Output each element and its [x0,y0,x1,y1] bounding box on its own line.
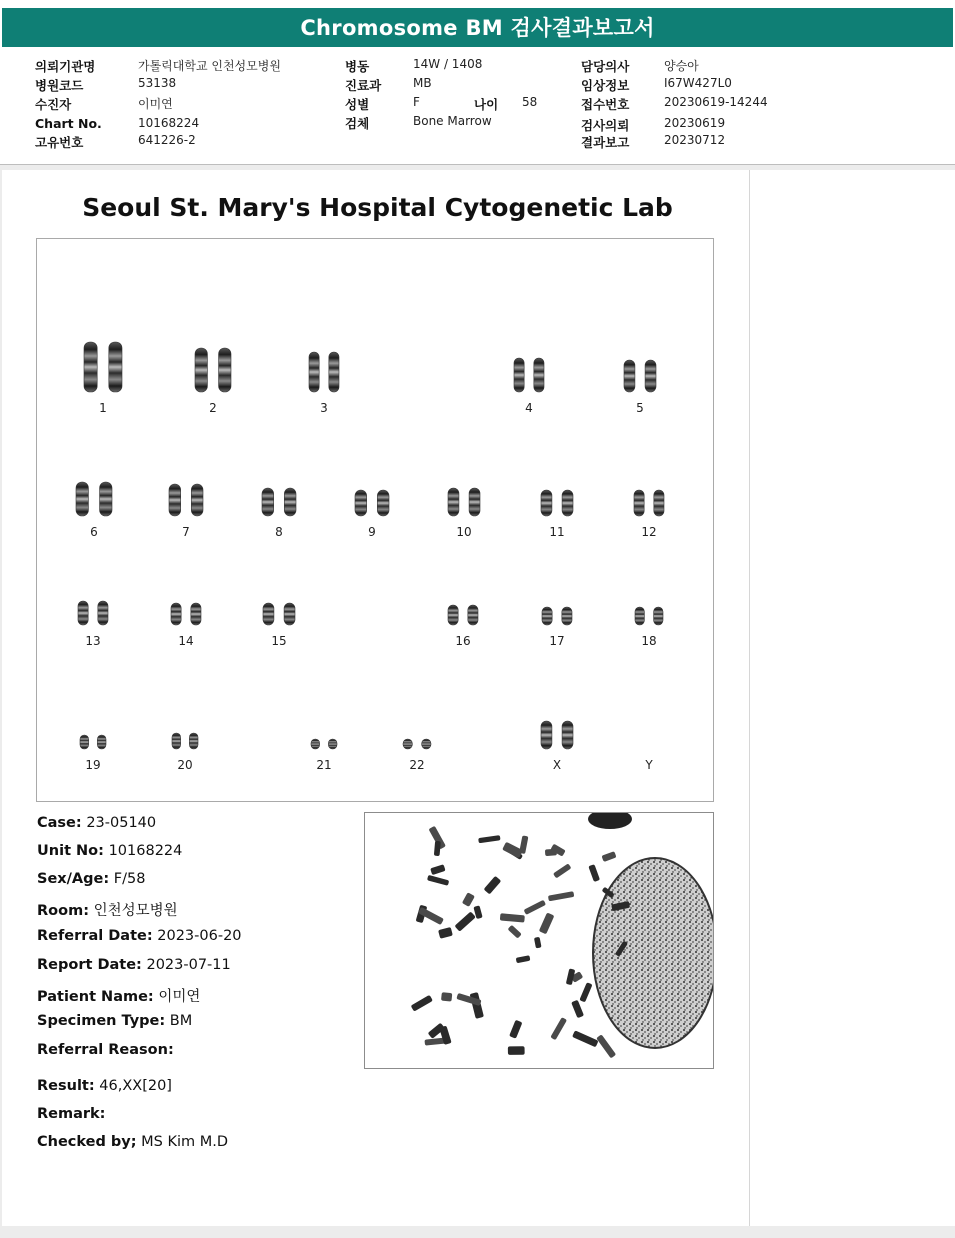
chromosome-pair-8 [261,487,297,517]
metaphase-chromosome [579,982,592,1002]
checked-by-field: Checked by; MS Kim M.D [37,1134,229,1150]
info-label-department: 진료과 [345,78,382,93]
info-label-sex: 성별 [345,97,370,112]
report-date-field: Report Date: 2023-07-11 [37,957,231,973]
header-divider [0,164,955,165]
metaphase-chromosome [539,912,555,934]
info-label-patient: 수진자 [35,97,72,112]
chromosome-label-12: 12 [641,525,657,539]
lab-title: Seoul St. Mary's Hospital Cytogenetic Lab [82,193,673,222]
patient-name-field: Patient Name: 이미연 [37,989,201,1005]
metaphase-chromosome [596,1034,616,1058]
chromosome-pair-19 [79,734,107,750]
metaphase-chromosome [516,955,531,963]
cell-debris [588,813,632,829]
chromosome-pair-10 [447,487,481,517]
info-value-doctor: 양승아 [664,59,699,73]
metaphase-chromosome [411,995,433,1012]
chromosome-label-22: 22 [409,758,425,772]
chromosome-label-3: 3 [320,401,328,415]
chromosome-pair-1 [83,341,123,393]
metaphase-chromosome [441,992,452,1001]
chromosome-pair-X [540,720,574,750]
metaphase-chromosome [502,842,523,859]
info-label-request-date: 검사의뢰 [581,118,630,133]
info-label-age: 나이 [474,97,499,112]
remark-field: Remark: [37,1106,106,1122]
room-field: Room: 인천성모병원 [37,903,178,919]
metaphase-chromosome [545,849,557,856]
metaphase-chromosome [430,864,445,875]
info-value-sex: F [413,95,420,109]
info-value-ward: 14W / 1408 [413,57,483,71]
chromosome-pair-6 [75,481,113,517]
info-value-clinical-info: I67W427L0 [664,76,732,90]
metaphase-chromosome [478,835,500,843]
case-field: Case: 23-05140 [37,815,157,831]
chromosome-pair-15 [262,602,296,626]
metaphase-chromosome [438,927,453,939]
chromosome-label-17: 17 [549,634,565,648]
chromosome-pair-5 [623,359,657,393]
chromosome-pair-2 [194,347,232,393]
info-value-request-date: 20230619 [664,116,726,130]
chromosome-label-2: 2 [209,401,217,415]
info-label-accession-no: 접수번호 [581,97,630,112]
chromosome-label-16: 16 [455,634,471,648]
chromosome-label-13: 13 [85,634,101,648]
metaphase-chromosome [588,864,600,882]
info-label-clinical-info: 임상정보 [581,78,630,93]
chromosome-pair-11 [540,489,574,517]
sex-age-field: Sex/Age: F/58 [37,871,146,887]
info-value-patient: 이미연 [138,97,173,111]
chromosome-pair-12 [633,489,665,517]
chromosome-pair-13 [77,600,109,626]
info-label-unique-no: 고유번호 [35,135,84,150]
chromosome-pair-3 [308,351,340,393]
metaphase-image [364,812,714,1069]
unit-no-field: Unit No: 10168224 [37,843,183,859]
info-value-department: MB [413,76,432,90]
info-label-hospital-code: 병원코드 [35,78,84,93]
chromosome-pair-20 [171,732,199,750]
chromosome-pair-21 [310,738,338,750]
info-label-chart-no: Chart No. [35,116,102,131]
info-label-institution: 의뢰기관명 [35,59,96,74]
metaphase-chromosome [470,992,484,1019]
chromosome-label-8: 8 [275,525,283,539]
metaphase-chromosome [454,911,475,931]
metaphase-chromosome [462,892,475,907]
referral-date-field: Referral Date: 2023-06-20 [37,928,242,944]
chromosome-pair-14 [170,602,202,626]
info-value-unique-no: 641226-2 [138,133,196,147]
metaphase-spread-picture [365,813,713,1068]
right-margin-area [750,170,955,1226]
info-value-institution: 가톨릭대학교 인천성모병원 [138,59,281,73]
chromosome-label-20: 20 [177,758,193,772]
metaphase-chromosome [572,1030,598,1047]
chromosome-label-X: X [552,758,562,772]
patient-info-panel [0,55,955,163]
chromosome-label-14: 14 [178,634,194,648]
metaphase-chromosome [548,891,574,901]
chromosome-pair-4 [513,357,545,393]
metaphase-chromosome [524,900,547,915]
chromosome-label-21: 21 [316,758,332,772]
metaphase-chromosome [434,841,441,856]
info-value-report-date: 20230712 [664,133,726,147]
chromosome-pair-16 [447,604,479,626]
info-label-doctor: 담당의사 [581,59,630,74]
metaphase-chromosome [509,1020,522,1039]
metaphase-chromosome [553,863,571,878]
metaphase-chromosome [427,875,449,886]
metaphase-chromosome [571,1000,584,1018]
chromosome-label-10: 10 [456,525,472,539]
metaphase-chromosome [500,913,525,922]
chromosome-label-11: 11 [549,525,565,539]
info-value-age: 58 [522,95,538,109]
chromosome-label-6: 6 [90,525,98,539]
report-header-title: Chromosome BM 검사결과보고서 [2,8,953,47]
info-value-accession-no: 20230619-14244 [664,95,768,109]
chromosome-label-4: 4 [525,401,533,415]
metaphase-chromosome [601,851,616,862]
info-label-report-date: 결과보고 [581,135,630,150]
chromosome-label-15: 15 [271,634,287,648]
metaphase-chromosome [484,876,502,895]
chromosome-label-1: 1 [99,401,107,415]
interphase-nucleus [593,858,713,1048]
metaphase-chromosome [508,925,522,939]
specimen-type-field: Specimen Type: BM [37,1013,193,1029]
chromosome-label-18: 18 [641,634,657,648]
chromosome-pair-7 [168,483,204,517]
chromosome-pair-9 [354,489,390,517]
info-value-chart-no: 10168224 [138,116,200,130]
result-field: Result: 46,XX[20] [37,1078,172,1094]
info-label-specimen: 검체 [345,116,370,131]
chromosome-label-19: 19 [85,758,101,772]
karyotype-panel [36,238,714,802]
chromosome-pair-22 [402,738,432,750]
chromosome-label-5: 5 [636,401,644,415]
chromosome-pair-18 [634,606,664,626]
info-value-hospital-code: 53138 [138,76,177,90]
chromosome-pair-17 [541,606,573,626]
info-value-specimen: Bone Marrow [413,114,492,128]
metaphase-chromosome [534,937,542,949]
info-label-ward: 병동 [345,59,370,74]
chromosome-label-Y: Y [645,758,653,772]
chromosome-label-9: 9 [368,525,376,539]
referral-reason-field: Referral Reason: [37,1042,174,1058]
metaphase-chromosome [508,1046,525,1055]
chromosome-label-7: 7 [182,525,190,539]
metaphase-chromosome [550,1017,567,1040]
